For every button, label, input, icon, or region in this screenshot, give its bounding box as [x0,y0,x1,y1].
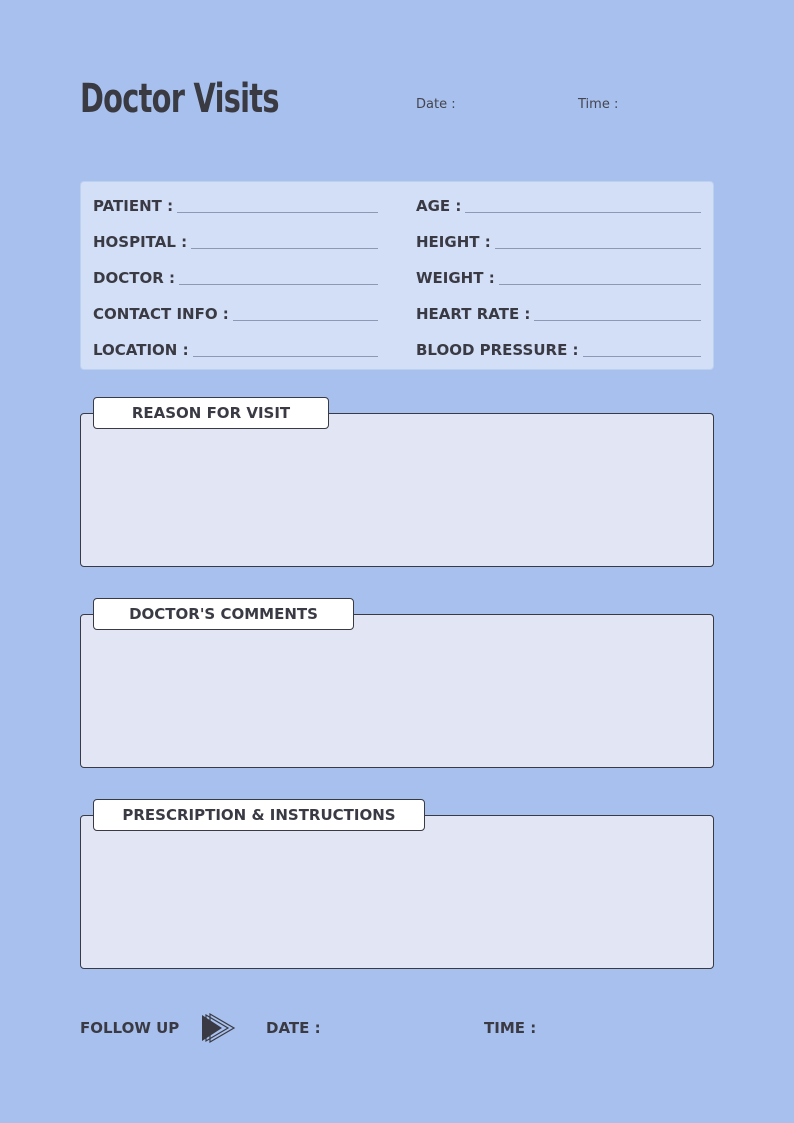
blood-pressure-label: BLOOD PRESSURE : [416,341,579,359]
height-label: HEIGHT : [416,233,491,251]
weight-label: WEIGHT : [416,269,495,287]
page-title: Doctor Visits [80,76,279,122]
contact-info-line [233,320,378,321]
location-line [193,356,378,357]
age-line [465,212,701,213]
weight-field[interactable] [416,269,701,287]
age-field[interactable] [416,197,701,215]
follow-up-time-label: TIME : [484,1019,537,1037]
heart-rate-line [534,320,701,321]
hospital-line [191,248,378,249]
reason-for-visit-box[interactable] [80,413,714,567]
contact-info-label: CONTACT INFO : [93,305,229,323]
heart-rate-field[interactable] [416,305,701,323]
blood-pressure-line [583,356,701,357]
prescription-box[interactable] [80,815,714,969]
doctors-comments-box[interactable] [80,614,714,768]
location-label: LOCATION : [93,341,189,359]
height-field[interactable] [416,233,701,251]
patient-field[interactable] [93,197,378,215]
patient-line [177,212,378,213]
height-line [495,248,701,249]
prescription-tab: PRESCRIPTION & INSTRUCTIONS [93,799,425,831]
doctor-line [179,284,378,285]
weight-line [499,284,701,285]
doctors-comments-tab: DOCTOR'S COMMENTS [93,598,354,630]
contact-info-field[interactable] [93,305,378,323]
hospital-field[interactable] [93,233,378,251]
header-date-label: Date : [416,97,456,112]
age-label: AGE : [416,197,462,215]
header-time-label: Time : [578,97,619,112]
doctor-label: DOCTOR : [93,269,175,287]
location-field[interactable] [93,341,378,359]
follow-up-label: FOLLOW UP [80,1019,180,1037]
doctor-field[interactable] [93,269,378,287]
reason-for-visit-tab: REASON FOR VISIT [93,397,329,429]
patient-label: PATIENT : [93,197,174,215]
heart-rate-label: HEART RATE : [416,305,531,323]
hospital-label: HOSPITAL : [93,233,188,251]
blood-pressure-field[interactable] [416,341,701,359]
follow-up-date-label: DATE : [266,1019,321,1037]
double-play-arrow-icon [200,1013,238,1043]
